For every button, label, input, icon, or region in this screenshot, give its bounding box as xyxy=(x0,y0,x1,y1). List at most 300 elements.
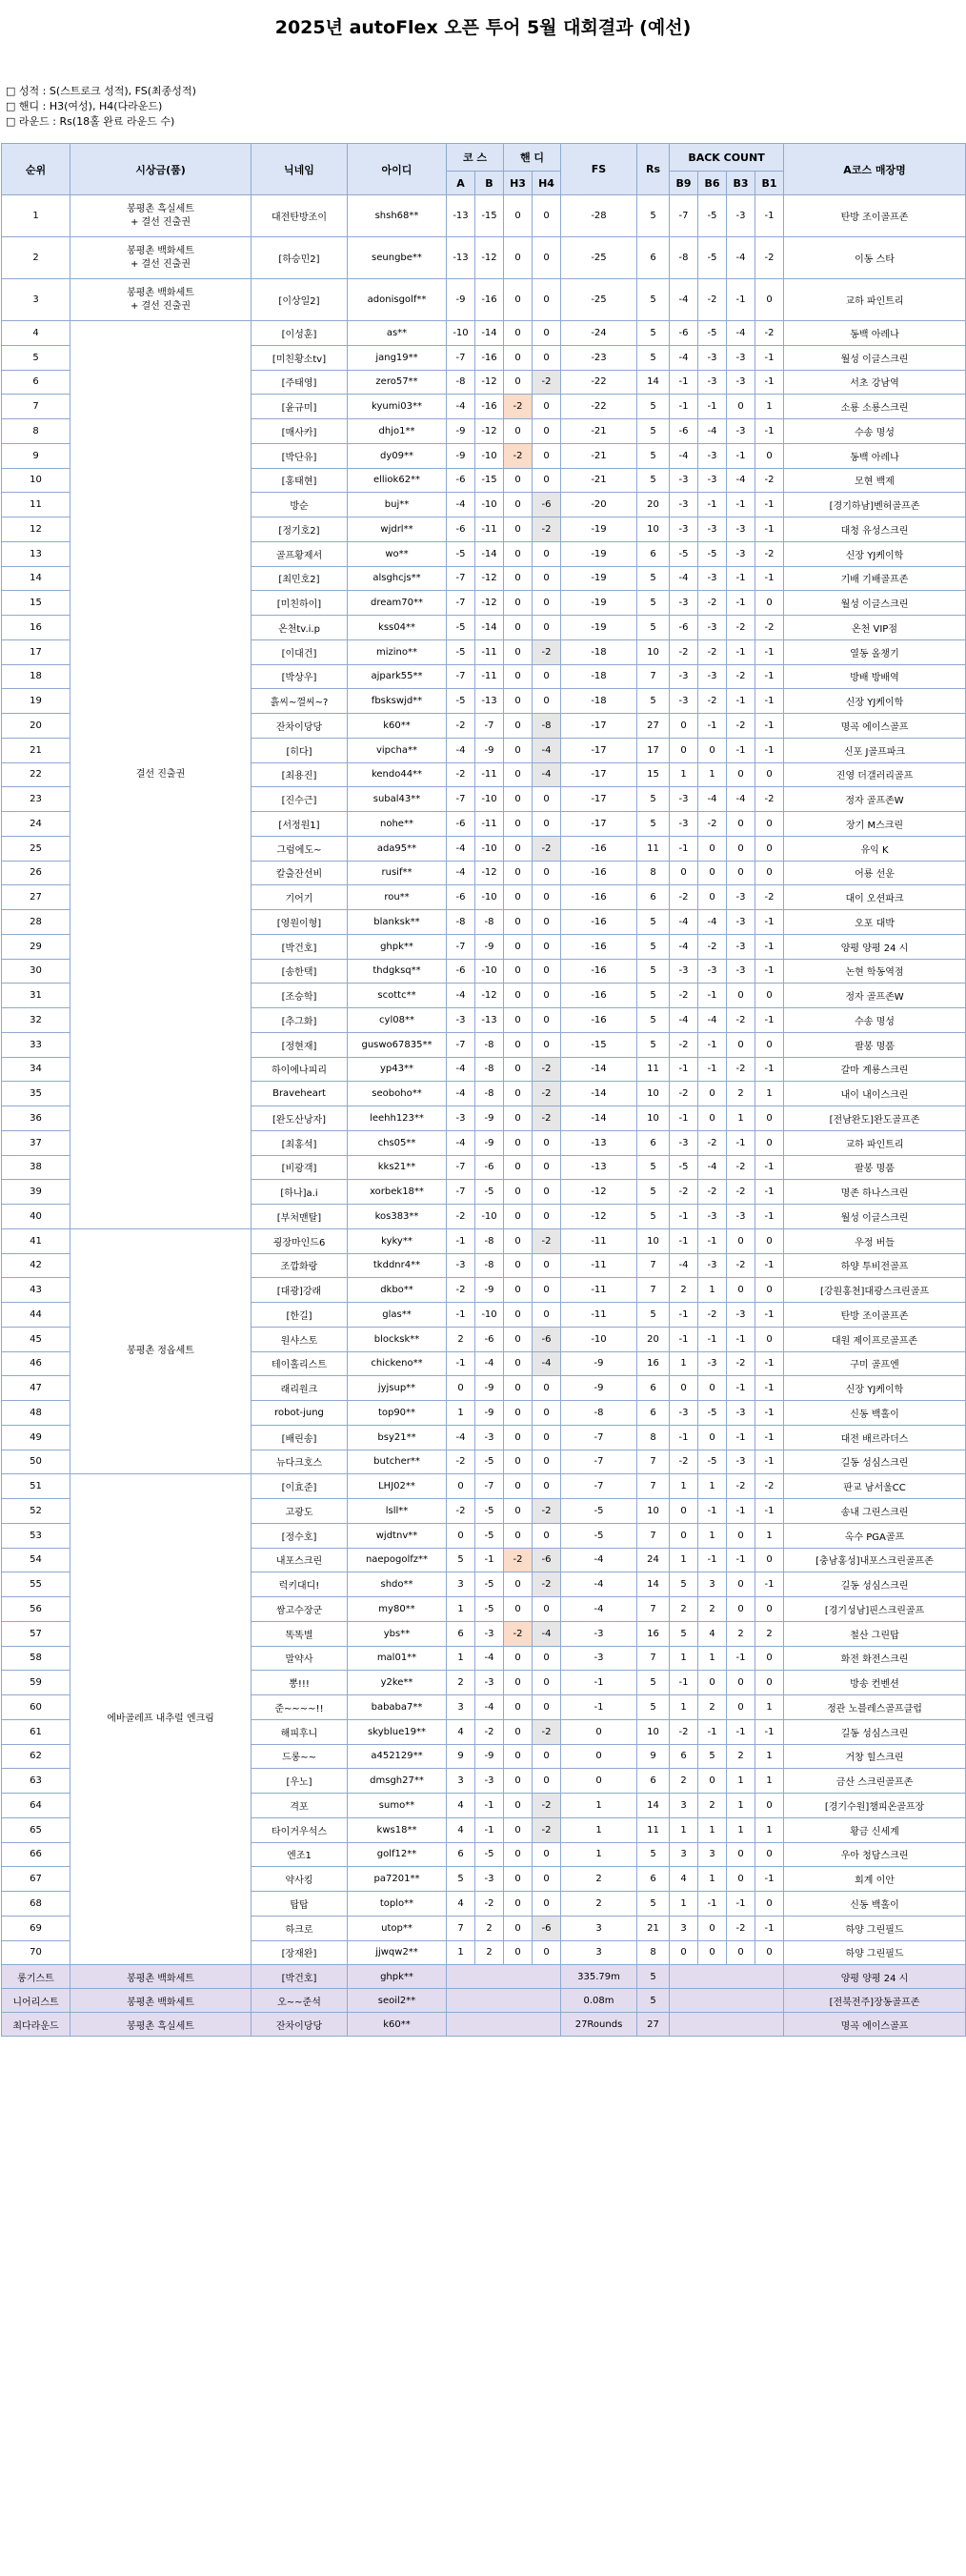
h3-cell: 0 xyxy=(504,1401,533,1426)
h4-cell: -2 xyxy=(533,1228,561,1253)
fs-cell: -16 xyxy=(561,1008,637,1033)
b1-cell: 0 xyxy=(755,1228,784,1253)
b-cell: -9 xyxy=(475,1744,504,1769)
h3-cell: 0 xyxy=(504,1130,533,1155)
fs-cell: -4 xyxy=(561,1548,637,1572)
prize-cell: 봉평촌 백화세트 + 결선 진출권 xyxy=(70,237,252,279)
b-cell: -2 xyxy=(475,1719,504,1744)
h4-cell: -4 xyxy=(533,762,561,787)
rank-cell: 20 xyxy=(2,714,70,739)
b-cell: -10 xyxy=(475,493,504,517)
rs-cell: 5 xyxy=(637,959,670,984)
h4-cell: -4 xyxy=(533,1621,561,1646)
b6-cell: -2 xyxy=(698,812,727,837)
h4-cell: -6 xyxy=(533,1327,561,1351)
a-cell: 4 xyxy=(447,1719,475,1744)
id-cell: jjwqw2** xyxy=(348,1940,447,1965)
h4-cell: 0 xyxy=(533,1867,561,1892)
rank-cell: 11 xyxy=(2,493,70,517)
nickname-cell: [진수근] xyxy=(252,787,348,812)
fs-cell: -14 xyxy=(561,1082,637,1106)
a-cell: -7 xyxy=(447,1155,475,1180)
b1-cell: 0 xyxy=(755,1646,784,1671)
store-cell: 갈마 계룡스크린 xyxy=(784,1057,966,1082)
b1-cell: 1 xyxy=(755,1082,784,1106)
rank-cell: 26 xyxy=(2,861,70,885)
h4-cell: -2 xyxy=(533,1082,561,1106)
b9-cell: -2 xyxy=(670,984,698,1008)
b9-cell: -3 xyxy=(670,959,698,984)
b3-cell: 0 xyxy=(727,1032,755,1057)
rs-cell: 20 xyxy=(637,1327,670,1351)
b-cell: -3 xyxy=(475,1769,504,1794)
fs-cell: -3 xyxy=(561,1646,637,1671)
h4-cell: 0 xyxy=(533,1940,561,1965)
h4-cell: 0 xyxy=(533,1842,561,1867)
rs-cell: 10 xyxy=(637,1106,670,1131)
col-course: 코 스 xyxy=(447,144,504,172)
id-cell: adonisgolf** xyxy=(348,279,447,321)
a-cell: 2 xyxy=(447,1327,475,1351)
store-cell: 옥수 PGA골프 xyxy=(784,1523,966,1548)
b9-cell: -3 xyxy=(670,493,698,517)
b3-cell: -2 xyxy=(727,664,755,689)
b9-cell: -1 xyxy=(670,370,698,395)
h4-cell: 0 xyxy=(533,959,561,984)
fs-cell: -21 xyxy=(561,419,637,444)
a-cell: -10 xyxy=(447,321,475,346)
h3-cell: 0 xyxy=(504,639,533,664)
b1-cell: -2 xyxy=(755,237,784,279)
rs-cell: 24 xyxy=(637,1548,670,1572)
b1-cell: 0 xyxy=(755,812,784,837)
b-cell: -16 xyxy=(475,395,504,419)
a-cell: -7 xyxy=(447,1180,475,1205)
a-cell: -5 xyxy=(447,639,475,664)
b-cell: -12 xyxy=(475,419,504,444)
nickname-cell: 엔조1 xyxy=(252,1842,348,1867)
store-cell: 우정 버들 xyxy=(784,1228,966,1253)
rank-cell: 19 xyxy=(2,689,70,714)
id-cell: k60** xyxy=(348,2013,447,2037)
rs-cell: 7 xyxy=(637,1646,670,1671)
b6-cell: 0 xyxy=(698,1106,727,1131)
h4-cell: 0 xyxy=(533,1376,561,1401)
b3-cell: -3 xyxy=(727,345,755,370)
col-h4: H4 xyxy=(533,172,561,195)
id-cell: subal43** xyxy=(348,787,447,812)
nickname-cell: 약사킹 xyxy=(252,1867,348,1892)
a-cell: -1 xyxy=(447,1303,475,1328)
rank-cell: 28 xyxy=(2,910,70,935)
id-cell: fbskswjd** xyxy=(348,689,447,714)
b-cell: -14 xyxy=(475,616,504,640)
h4-cell: 0 xyxy=(533,1744,561,1769)
b-cell: -9 xyxy=(475,1401,504,1426)
b-cell: -11 xyxy=(475,517,504,542)
rs-cell: 5 xyxy=(637,195,670,237)
rs-cell: 5 xyxy=(637,984,670,1008)
fs-cell: -4 xyxy=(561,1597,637,1622)
b9-cell: 1 xyxy=(670,1351,698,1376)
h3-cell: 0 xyxy=(504,1253,533,1278)
rs-cell: 5 xyxy=(637,345,670,370)
a-cell: 4 xyxy=(447,1794,475,1818)
b9-cell: -1 xyxy=(670,1303,698,1328)
nickname-cell: [미친하이] xyxy=(252,591,348,616)
id-cell: ajpark55** xyxy=(348,664,447,689)
fs-cell: -25 xyxy=(561,279,637,321)
store-cell: 팔봉 명품 xyxy=(784,1155,966,1180)
h3-cell: 0 xyxy=(504,279,533,321)
rs-cell: 9 xyxy=(637,1744,670,1769)
b-cell: -13 xyxy=(475,689,504,714)
h3-cell: 0 xyxy=(504,541,533,566)
rank-cell: 53 xyxy=(2,1523,70,1548)
nickname-cell: 칼출잔선비 xyxy=(252,861,348,885)
b-cell: -3 xyxy=(475,1671,504,1695)
a-cell: -7 xyxy=(447,664,475,689)
id-cell: LHJ02** xyxy=(348,1474,447,1499)
h4-cell: 0 xyxy=(533,591,561,616)
col-b: B xyxy=(475,172,504,195)
b9-cell: 1 xyxy=(670,1474,698,1499)
fs-cell: -14 xyxy=(561,1057,637,1082)
h4-cell: -2 xyxy=(533,1572,561,1597)
nickname-cell: [정수호] xyxy=(252,1523,348,1548)
id-cell: jyjsup** xyxy=(348,1376,447,1401)
rs-cell: 5 xyxy=(637,279,670,321)
id-cell: rou** xyxy=(348,885,447,910)
b3-cell: 1 xyxy=(727,1106,755,1131)
b-cell: -12 xyxy=(475,984,504,1008)
rank-cell: 13 xyxy=(2,541,70,566)
b6-cell: 3 xyxy=(698,1842,727,1867)
b1-cell: -2 xyxy=(755,541,784,566)
h4-cell: 0 xyxy=(533,1032,561,1057)
b1-cell: 0 xyxy=(755,1597,784,1622)
b9-cell: -3 xyxy=(670,664,698,689)
nickname-cell: [미친황소tv] xyxy=(252,345,348,370)
fs-cell: -23 xyxy=(561,345,637,370)
b6-cell: -2 xyxy=(698,934,727,959)
rs-cell: 10 xyxy=(637,517,670,542)
b6-cell: -1 xyxy=(698,1719,727,1744)
fs-cell: -16 xyxy=(561,861,637,885)
empty-cell xyxy=(447,1989,561,2013)
store-cell: 이동 스타 xyxy=(784,237,966,279)
a-cell: -4 xyxy=(447,1057,475,1082)
rs-cell: 5 xyxy=(637,616,670,640)
h3-cell: 0 xyxy=(504,738,533,762)
a-cell: -9 xyxy=(447,279,475,321)
id-cell: dream70** xyxy=(348,591,447,616)
fs-cell: -13 xyxy=(561,1130,637,1155)
a-cell: -8 xyxy=(447,910,475,935)
store-cell: 논현 학동역점 xyxy=(784,959,966,984)
col-backcount: BACK COUNT xyxy=(670,144,784,172)
nickname-cell: [이대건] xyxy=(252,639,348,664)
rs-cell: 5 xyxy=(637,910,670,935)
store-cell: 온천 VIP점 xyxy=(784,616,966,640)
h4-cell: -2 xyxy=(533,1106,561,1131)
b1-cell: 1 xyxy=(755,1695,784,1720)
rs-cell: 14 xyxy=(637,1794,670,1818)
nickname-cell: [대광]강래 xyxy=(252,1278,348,1303)
h4-cell: 0 xyxy=(533,1008,561,1033)
fs-cell: -7 xyxy=(561,1425,637,1450)
h3-cell: 0 xyxy=(504,689,533,714)
b1-cell: 0 xyxy=(755,1106,784,1131)
fs-cell: -16 xyxy=(561,885,637,910)
b9-cell: -2 xyxy=(670,1082,698,1106)
b3-cell: -1 xyxy=(727,738,755,762)
b3-cell: 0 xyxy=(727,762,755,787)
b1-cell: -1 xyxy=(755,738,784,762)
prize-cell: 봉평촌 백화세트 + 결선 진출권 xyxy=(70,279,252,321)
rs-cell: 5 xyxy=(637,1155,670,1180)
fs-cell: -11 xyxy=(561,1228,637,1253)
a-cell: 2 xyxy=(447,1671,475,1695)
b3-cell: 0 xyxy=(727,1671,755,1695)
h4-cell: -2 xyxy=(533,1057,561,1082)
store-cell: [경기성남]핀스크린골프 xyxy=(784,1597,966,1622)
b1-cell: -1 xyxy=(755,419,784,444)
rs-cell: 11 xyxy=(637,1057,670,1082)
rs-cell: 10 xyxy=(637,1228,670,1253)
store-cell: [전북전주]장동골프존 xyxy=(784,1989,966,2013)
h4-cell: 0 xyxy=(533,1155,561,1180)
b3-cell: 0 xyxy=(727,1228,755,1253)
b1-cell: 0 xyxy=(755,1892,784,1917)
h3-cell: 0 xyxy=(504,959,533,984)
b-cell: -5 xyxy=(475,1597,504,1622)
rank-cell: 58 xyxy=(2,1646,70,1671)
col-b1: B1 xyxy=(755,172,784,195)
rank-cell: 32 xyxy=(2,1008,70,1033)
a-cell: 1 xyxy=(447,1646,475,1671)
nickname-cell: [배린송] xyxy=(252,1425,348,1450)
fs-cell: 1 xyxy=(561,1817,637,1842)
rank-cell: 10 xyxy=(2,468,70,493)
store-cell: 구미 골프엔 xyxy=(784,1351,966,1376)
h3-cell: 0 xyxy=(504,1425,533,1450)
b6-cell: -5 xyxy=(698,237,727,279)
id-cell: skyblue19** xyxy=(348,1719,447,1744)
a-cell: -7 xyxy=(447,566,475,591)
b-cell: -8 xyxy=(475,1032,504,1057)
b1-cell: -1 xyxy=(755,1057,784,1082)
rank-cell: 57 xyxy=(2,1621,70,1646)
nickname-cell: [박건호] xyxy=(252,1965,348,1989)
a-cell: 6 xyxy=(447,1621,475,1646)
rs-cell: 5 xyxy=(637,1671,670,1695)
nickname-cell: 격포 xyxy=(252,1794,348,1818)
h3-cell: 0 xyxy=(504,1155,533,1180)
fs-cell: 2 xyxy=(561,1892,637,1917)
rs-cell: 6 xyxy=(637,541,670,566)
h4-cell: 0 xyxy=(533,1205,561,1229)
b1-cell: -1 xyxy=(755,1253,784,1278)
h4-cell: 0 xyxy=(533,861,561,885)
b6-cell: 0 xyxy=(698,1425,727,1450)
id-cell: kws18** xyxy=(348,1817,447,1842)
store-cell: 수송 명성 xyxy=(784,1008,966,1033)
b-cell: -4 xyxy=(475,1646,504,1671)
b1-cell: 1 xyxy=(755,1769,784,1794)
b1-cell: -1 xyxy=(755,1867,784,1892)
h4-cell: 0 xyxy=(533,345,561,370)
b9-cell: -1 xyxy=(670,1106,698,1131)
store-cell: 회계 이안 xyxy=(784,1867,966,1892)
nickname-cell: 뽕!!! xyxy=(252,1671,348,1695)
b9-cell: 5 xyxy=(670,1621,698,1646)
rank-cell: 51 xyxy=(2,1474,70,1499)
b-cell: -1 xyxy=(475,1794,504,1818)
b-cell: -1 xyxy=(475,1817,504,1842)
nickname-cell: [이효준] xyxy=(252,1474,348,1499)
id-cell: kks21** xyxy=(348,1155,447,1180)
b1-cell: 0 xyxy=(755,762,784,787)
id-cell: shdo** xyxy=(348,1572,447,1597)
b6-cell: 0 xyxy=(698,1671,727,1695)
rs-cell: 5 xyxy=(637,566,670,591)
a-cell: -5 xyxy=(447,689,475,714)
nickname-cell: 잔차이당당 xyxy=(252,714,348,739)
id-cell: seungbe** xyxy=(348,237,447,279)
nickname-cell: robot-jung xyxy=(252,1401,348,1426)
b-cell: -3 xyxy=(475,1621,504,1646)
award-prize-cell: 봉평촌 흑실세트 xyxy=(70,2013,252,2037)
b1-cell: -1 xyxy=(755,1916,784,1940)
h3-cell: 0 xyxy=(504,1671,533,1695)
a-cell: -13 xyxy=(447,237,475,279)
b9-cell: -2 xyxy=(670,1032,698,1057)
rank-cell: 2 xyxy=(2,237,70,279)
b1-cell: 0 xyxy=(755,591,784,616)
rank-cell: 1 xyxy=(2,195,70,237)
fs-cell: -21 xyxy=(561,443,637,468)
b9-cell: -3 xyxy=(670,468,698,493)
h4-cell: -2 xyxy=(533,517,561,542)
b3-cell: 0 xyxy=(727,395,755,419)
rank-cell: 14 xyxy=(2,566,70,591)
b9-cell: 0 xyxy=(670,861,698,885)
b-cell: -2 xyxy=(475,1892,504,1917)
a-cell: 0 xyxy=(447,1523,475,1548)
fs-cell: 2 xyxy=(561,1867,637,1892)
store-cell: 정관 노블레스골프클럽 xyxy=(784,1695,966,1720)
b1-cell: -1 xyxy=(755,934,784,959)
store-cell: 철산 그린탑 xyxy=(784,1621,966,1646)
nickname-cell: [박상우] xyxy=(252,664,348,689)
rs-cell: 10 xyxy=(637,639,670,664)
b9-cell: 2 xyxy=(670,1769,698,1794)
a-cell: -2 xyxy=(447,1278,475,1303)
b9-cell: 0 xyxy=(670,714,698,739)
a-cell: -6 xyxy=(447,959,475,984)
b6-cell: -5 xyxy=(698,541,727,566)
a-cell: -4 xyxy=(447,861,475,885)
rank-cell: 8 xyxy=(2,419,70,444)
store-cell: 오포 대박 xyxy=(784,910,966,935)
id-cell: kendo44** xyxy=(348,762,447,787)
b3-cell: 0 xyxy=(727,984,755,1008)
a-cell: 4 xyxy=(447,1892,475,1917)
h3-cell: 0 xyxy=(504,237,533,279)
b6-cell: -4 xyxy=(698,787,727,812)
b3-cell: 2 xyxy=(727,1082,755,1106)
col-rank: 순위 xyxy=(2,144,70,195)
b-cell: -8 xyxy=(475,1082,504,1106)
nickname-cell: 그럼에도~ xyxy=(252,836,348,861)
rs-cell: 5 xyxy=(637,1965,670,1989)
b9-cell: 2 xyxy=(670,1597,698,1622)
h3-cell: 0 xyxy=(504,714,533,739)
b1-cell: 0 xyxy=(755,1548,784,1572)
rs-cell: 7 xyxy=(637,1523,670,1548)
b1-cell: 1 xyxy=(755,1744,784,1769)
b-cell: -5 xyxy=(475,1523,504,1548)
b1-cell: -1 xyxy=(755,1351,784,1376)
nickname-cell: [비광객] xyxy=(252,1155,348,1180)
h4-cell: 0 xyxy=(533,1523,561,1548)
h3-cell: 0 xyxy=(504,984,533,1008)
h3-cell: 0 xyxy=(504,1303,533,1328)
b-cell: -5 xyxy=(475,1180,504,1205)
id-cell: chs05** xyxy=(348,1130,447,1155)
rank-cell: 65 xyxy=(2,1817,70,1842)
a-cell: -7 xyxy=(447,934,475,959)
a-cell: 1 xyxy=(447,1401,475,1426)
id-cell: y2ke** xyxy=(348,1671,447,1695)
nickname-cell: [우노] xyxy=(252,1769,348,1794)
b-cell: -9 xyxy=(475,934,504,959)
store-cell: 대원 제이프로골프존 xyxy=(784,1327,966,1351)
b1-cell: -2 xyxy=(755,468,784,493)
rs-cell: 5 xyxy=(637,321,670,346)
b1-cell: 0 xyxy=(755,836,784,861)
id-cell: dkbo** xyxy=(348,1278,447,1303)
id-cell: elliok62** xyxy=(348,468,447,493)
rs-cell: 5 xyxy=(637,1008,670,1033)
h4-cell: 0 xyxy=(533,419,561,444)
rank-cell: 43 xyxy=(2,1278,70,1303)
rs-cell: 7 xyxy=(637,1253,670,1278)
rank-cell: 67 xyxy=(2,1867,70,1892)
prize-cell: 에바골레프 내추럴 엔크림 xyxy=(70,1474,252,1965)
b3-cell: -3 xyxy=(727,1450,755,1474)
fs-cell: 1 xyxy=(561,1794,637,1818)
rs-cell: 5 xyxy=(637,419,670,444)
b9-cell: 5 xyxy=(670,1572,698,1597)
award-row xyxy=(2,2013,966,2037)
a-cell: -6 xyxy=(447,812,475,837)
h3-cell: 0 xyxy=(504,836,533,861)
rank-cell: 29 xyxy=(2,934,70,959)
id-cell: toplo** xyxy=(348,1892,447,1917)
b9-cell: 3 xyxy=(670,1794,698,1818)
store-cell: 명곡 에이스골프 xyxy=(784,714,966,739)
h3-cell: 0 xyxy=(504,934,533,959)
b1-cell: 0 xyxy=(755,1794,784,1818)
b1-cell: -1 xyxy=(755,195,784,237)
h4-cell: -2 xyxy=(533,1499,561,1524)
h4-cell: 0 xyxy=(533,984,561,1008)
b3-cell: 0 xyxy=(727,812,755,837)
rank-cell: 35 xyxy=(2,1082,70,1106)
h4-cell: 0 xyxy=(533,787,561,812)
